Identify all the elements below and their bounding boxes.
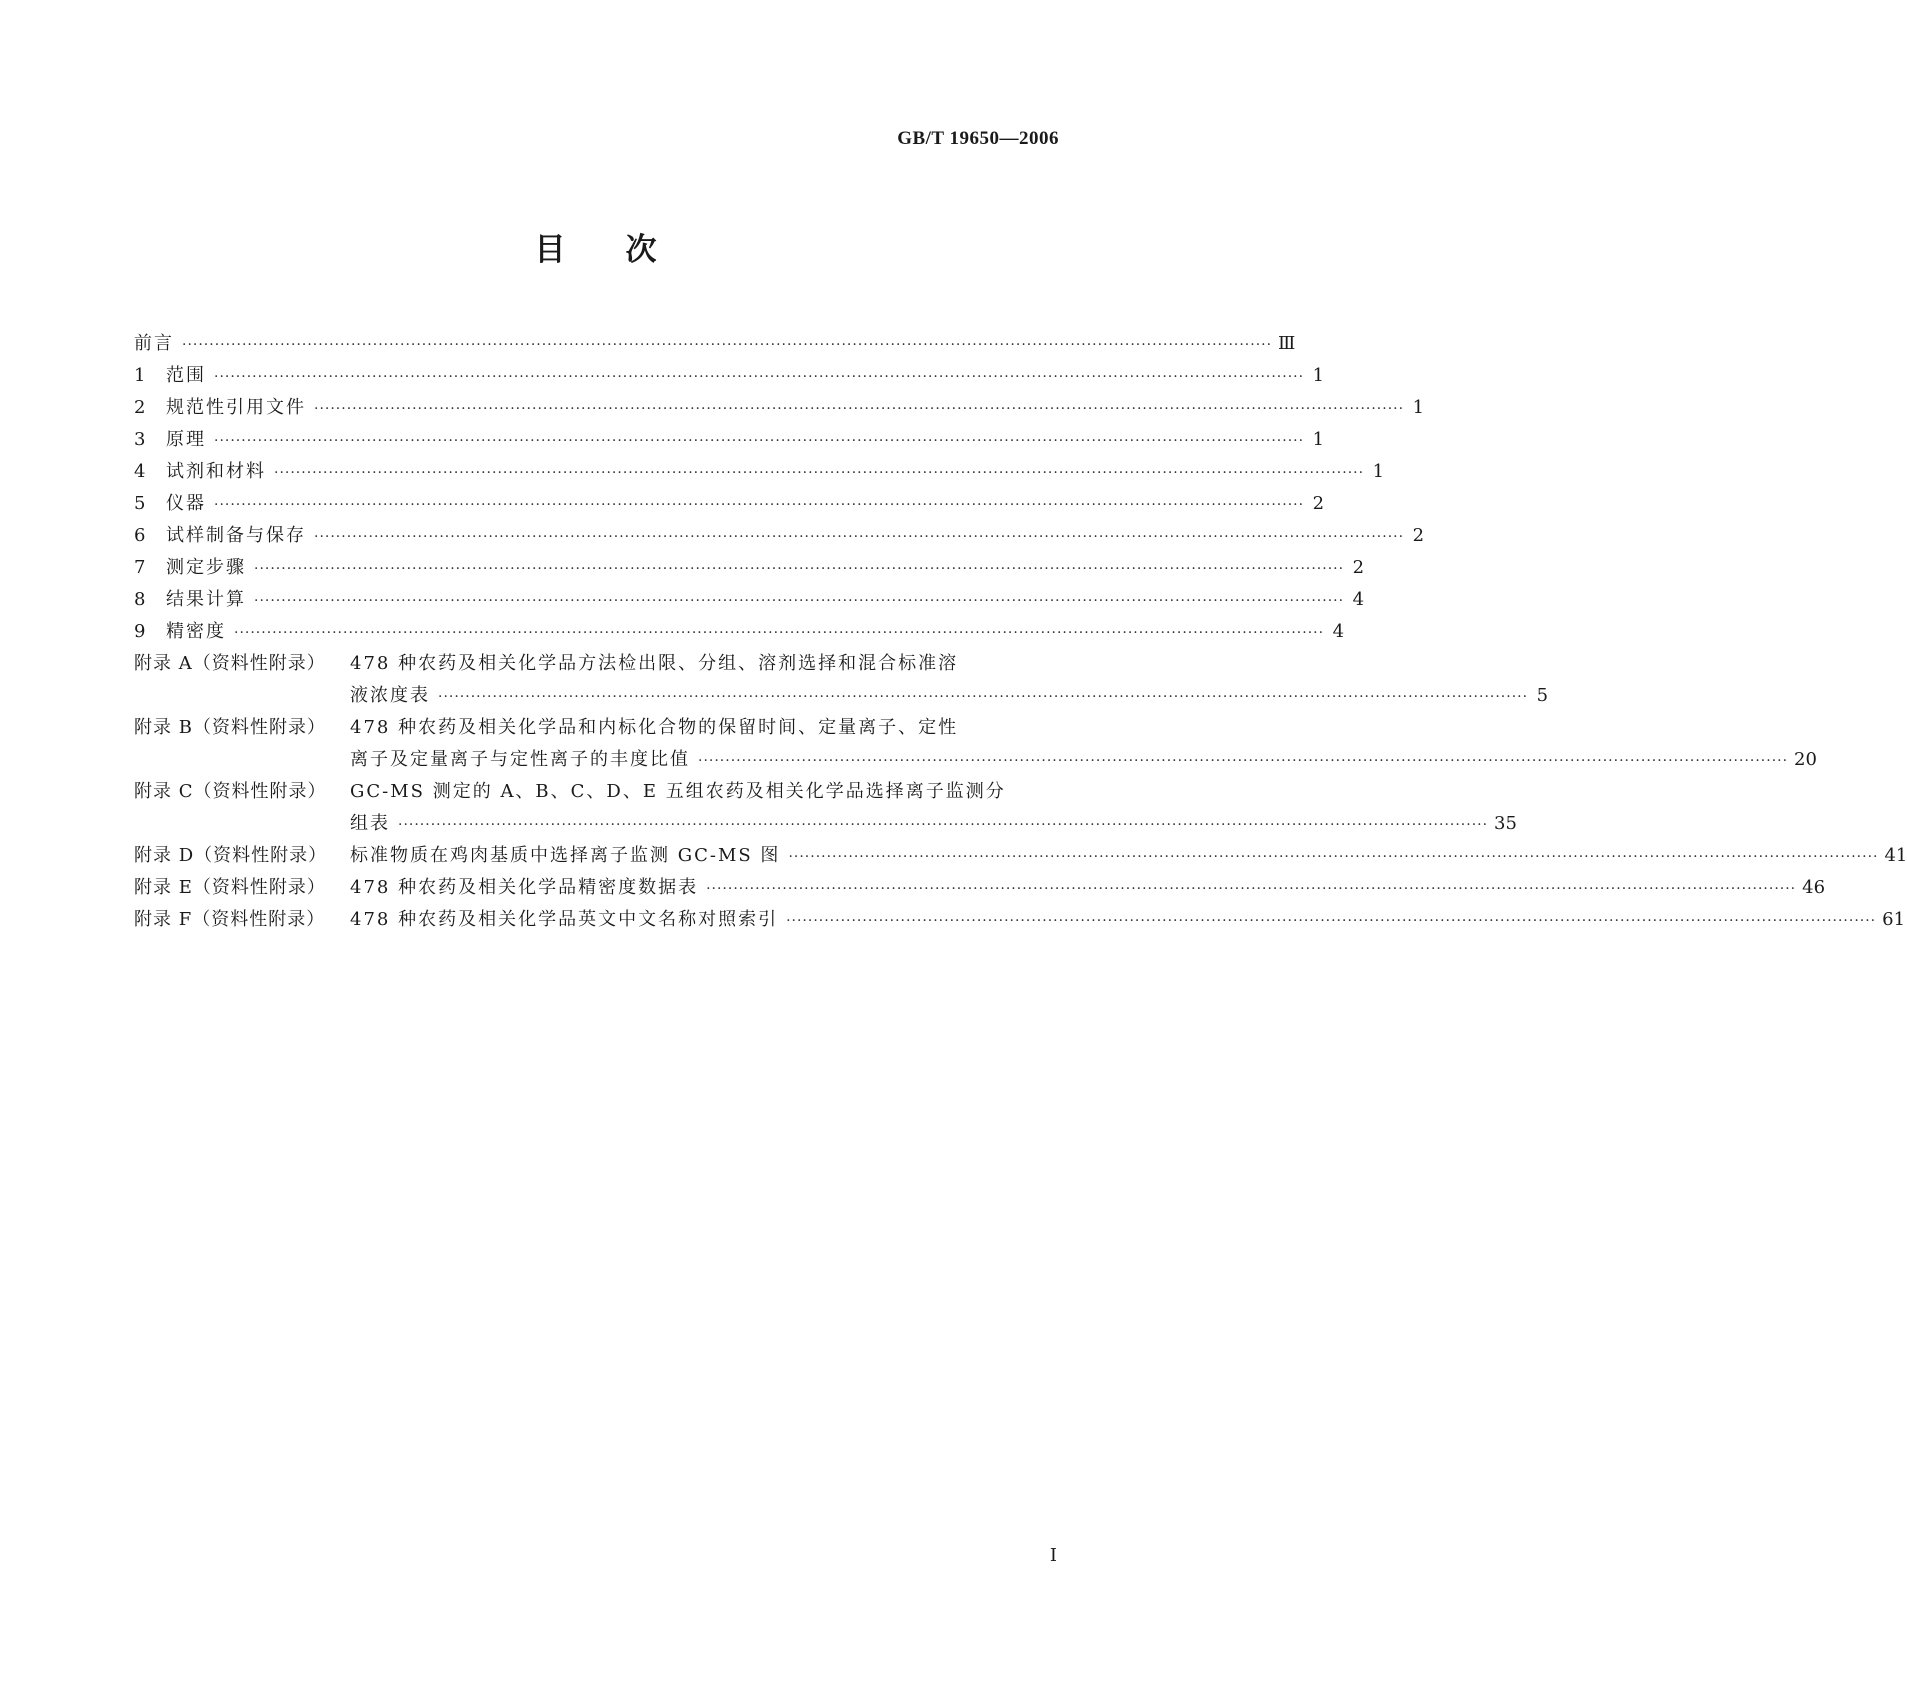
toc-page-number: 1 xyxy=(1312,429,1325,450)
toc-label: 仪器 xyxy=(166,493,206,514)
dot-leader: ········································································································································································································ xyxy=(698,753,1789,769)
toc-entry-section[interactable] xyxy=(134,456,1385,488)
toc-page-number: 2 xyxy=(1412,525,1425,546)
dot-leader: ········································································································································································································ xyxy=(254,593,1345,609)
appendix-title-line1: 478 种农药及相关化学品和内标化合物的保留时间、定量离子、定性 xyxy=(350,717,959,738)
toc-page-number: 35 xyxy=(1494,813,1517,834)
toc-page-number: 1 xyxy=(1372,461,1385,482)
appendix-title-line1: 478 种农药及相关化学品方法检出限、分组、溶剂选择和混合标准溶 xyxy=(350,653,959,674)
toc-entry-section[interactable] xyxy=(134,360,1325,392)
toc-page-number: 2 xyxy=(1352,557,1365,578)
dot-leader: ········································································································································································································ xyxy=(314,401,1405,417)
toc-label: 范围 xyxy=(166,365,206,386)
toc-section-number: 4 xyxy=(134,461,146,482)
toc-page-number: 4 xyxy=(1352,589,1365,610)
dot-leader: ········································································································································································································ xyxy=(214,369,1305,385)
toc-entry-foreword[interactable] xyxy=(134,328,1296,360)
standard-number: GB/T 19650—2006 xyxy=(897,128,1059,149)
toc-section-number: 5 xyxy=(134,493,146,514)
toc-section-number: 3 xyxy=(134,429,146,450)
toc-page-number: 1 xyxy=(1412,397,1425,418)
table-of-contents xyxy=(134,328,1907,936)
toc-entry-appendix-d[interactable] xyxy=(134,840,1907,872)
dot-leader: ········································································································································································································ xyxy=(438,689,1529,705)
toc-page-number: 20 xyxy=(1794,749,1817,770)
toc-label: 原理 xyxy=(166,429,206,450)
toc-page-number: 2 xyxy=(1312,493,1325,514)
toc-section-number: 7 xyxy=(134,557,146,578)
toc-page-number: 41 xyxy=(1884,845,1907,866)
toc-entry-section[interactable] xyxy=(134,392,1425,424)
toc-label: 规范性引用文件 xyxy=(166,397,306,418)
dot-leader: ········································································································································································································ xyxy=(788,849,1879,865)
toc-label: 精密度 xyxy=(166,621,226,642)
title-char-2: 次 xyxy=(625,232,657,268)
page-number: Ⅰ xyxy=(1049,1545,1057,1565)
appendix-label: 附录 E（资料性附录） xyxy=(134,877,326,898)
page-title xyxy=(0,224,1191,269)
toc-entry-appendix-e[interactable] xyxy=(134,872,1826,904)
toc-section-number: 9 xyxy=(134,621,146,642)
title-char-1: 目 xyxy=(534,232,566,268)
toc-page-number: Ⅲ xyxy=(1278,333,1296,354)
dot-leader: ········································································································································································································ xyxy=(234,625,1325,641)
toc-label: 结果计算 xyxy=(166,589,246,610)
dot-leader: ········································································································································································································ xyxy=(314,529,1405,545)
appendix-title-line2: 液浓度表 xyxy=(350,685,430,706)
toc-entry-section[interactable] xyxy=(134,584,1365,616)
toc-page-number: 5 xyxy=(1536,685,1549,706)
appendix-title: 478 种农药及相关化学品精密度数据表 xyxy=(350,877,699,898)
dot-leader: ········································································································································································································ xyxy=(254,561,1345,577)
dot-leader: ········································································································································································································ xyxy=(214,433,1305,449)
appendix-label: 附录 B（资料性附录） xyxy=(134,717,326,738)
appendix-label: 附录 D（资料性附录） xyxy=(134,845,328,866)
toc-entry-appendix-a[interactable] xyxy=(134,648,1549,712)
toc-page-number: 1 xyxy=(1312,365,1325,386)
appendix-title-line2: 组表 xyxy=(350,813,390,834)
toc-entry-section[interactable] xyxy=(134,424,1325,456)
dot-leader: ········································································································································································································ xyxy=(274,465,1365,481)
toc-page-number: 61 xyxy=(1882,909,1906,930)
appendix-label: 附录 F（资料性附录） xyxy=(134,909,326,930)
appendix-title-line2: 离子及定量离子与定性离子的丰度比值 xyxy=(350,749,690,770)
toc-entry-section[interactable] xyxy=(134,488,1325,520)
dot-leader: ········································································································································································································ xyxy=(786,913,1877,929)
appendix-title-line1: GC-MS 测定的 A、B、C、D、E 五组农药及相关化学品选择离子监测分 xyxy=(350,781,1006,802)
toc-section-number: 6 xyxy=(134,525,146,546)
appendix-label: 附录 A（资料性附录） xyxy=(134,653,326,674)
toc-section-number: 1 xyxy=(134,365,146,386)
toc-entry-section[interactable] xyxy=(134,520,1425,552)
toc-entry-appendix-c[interactable] xyxy=(134,776,1517,840)
dot-leader: ········································································································································································································ xyxy=(214,497,1305,513)
appendix-title: 标准物质在鸡肉基质中选择离子监测 GC-MS 图 xyxy=(350,845,781,866)
toc-entry-section[interactable] xyxy=(134,616,1345,648)
toc-section-number: 2 xyxy=(134,397,146,418)
dot-leader: ········································································································································································································ xyxy=(182,337,1273,353)
dot-leader: ········································································································································································································ xyxy=(706,881,1797,897)
toc-entry-section[interactable] xyxy=(134,552,1365,584)
toc-section-number: 8 xyxy=(134,589,146,610)
toc-page-number: 4 xyxy=(1332,621,1345,642)
appendix-title: 478 种农药及相关化学品英文中文名称对照索引 xyxy=(350,909,779,930)
appendix-label: 附录 C（资料性附录） xyxy=(134,781,327,802)
toc-label: 试剂和材料 xyxy=(166,461,266,482)
toc-page-number: 46 xyxy=(1802,877,1826,898)
toc-label: 前言 xyxy=(134,333,174,354)
toc-entry-appendix-f[interactable] xyxy=(134,904,1906,936)
toc-label: 试样制备与保存 xyxy=(166,525,306,546)
toc-entry-appendix-b[interactable] xyxy=(134,712,1817,776)
toc-label: 测定步骤 xyxy=(166,557,246,578)
dot-leader: ········································································································································································································ xyxy=(398,817,1489,833)
